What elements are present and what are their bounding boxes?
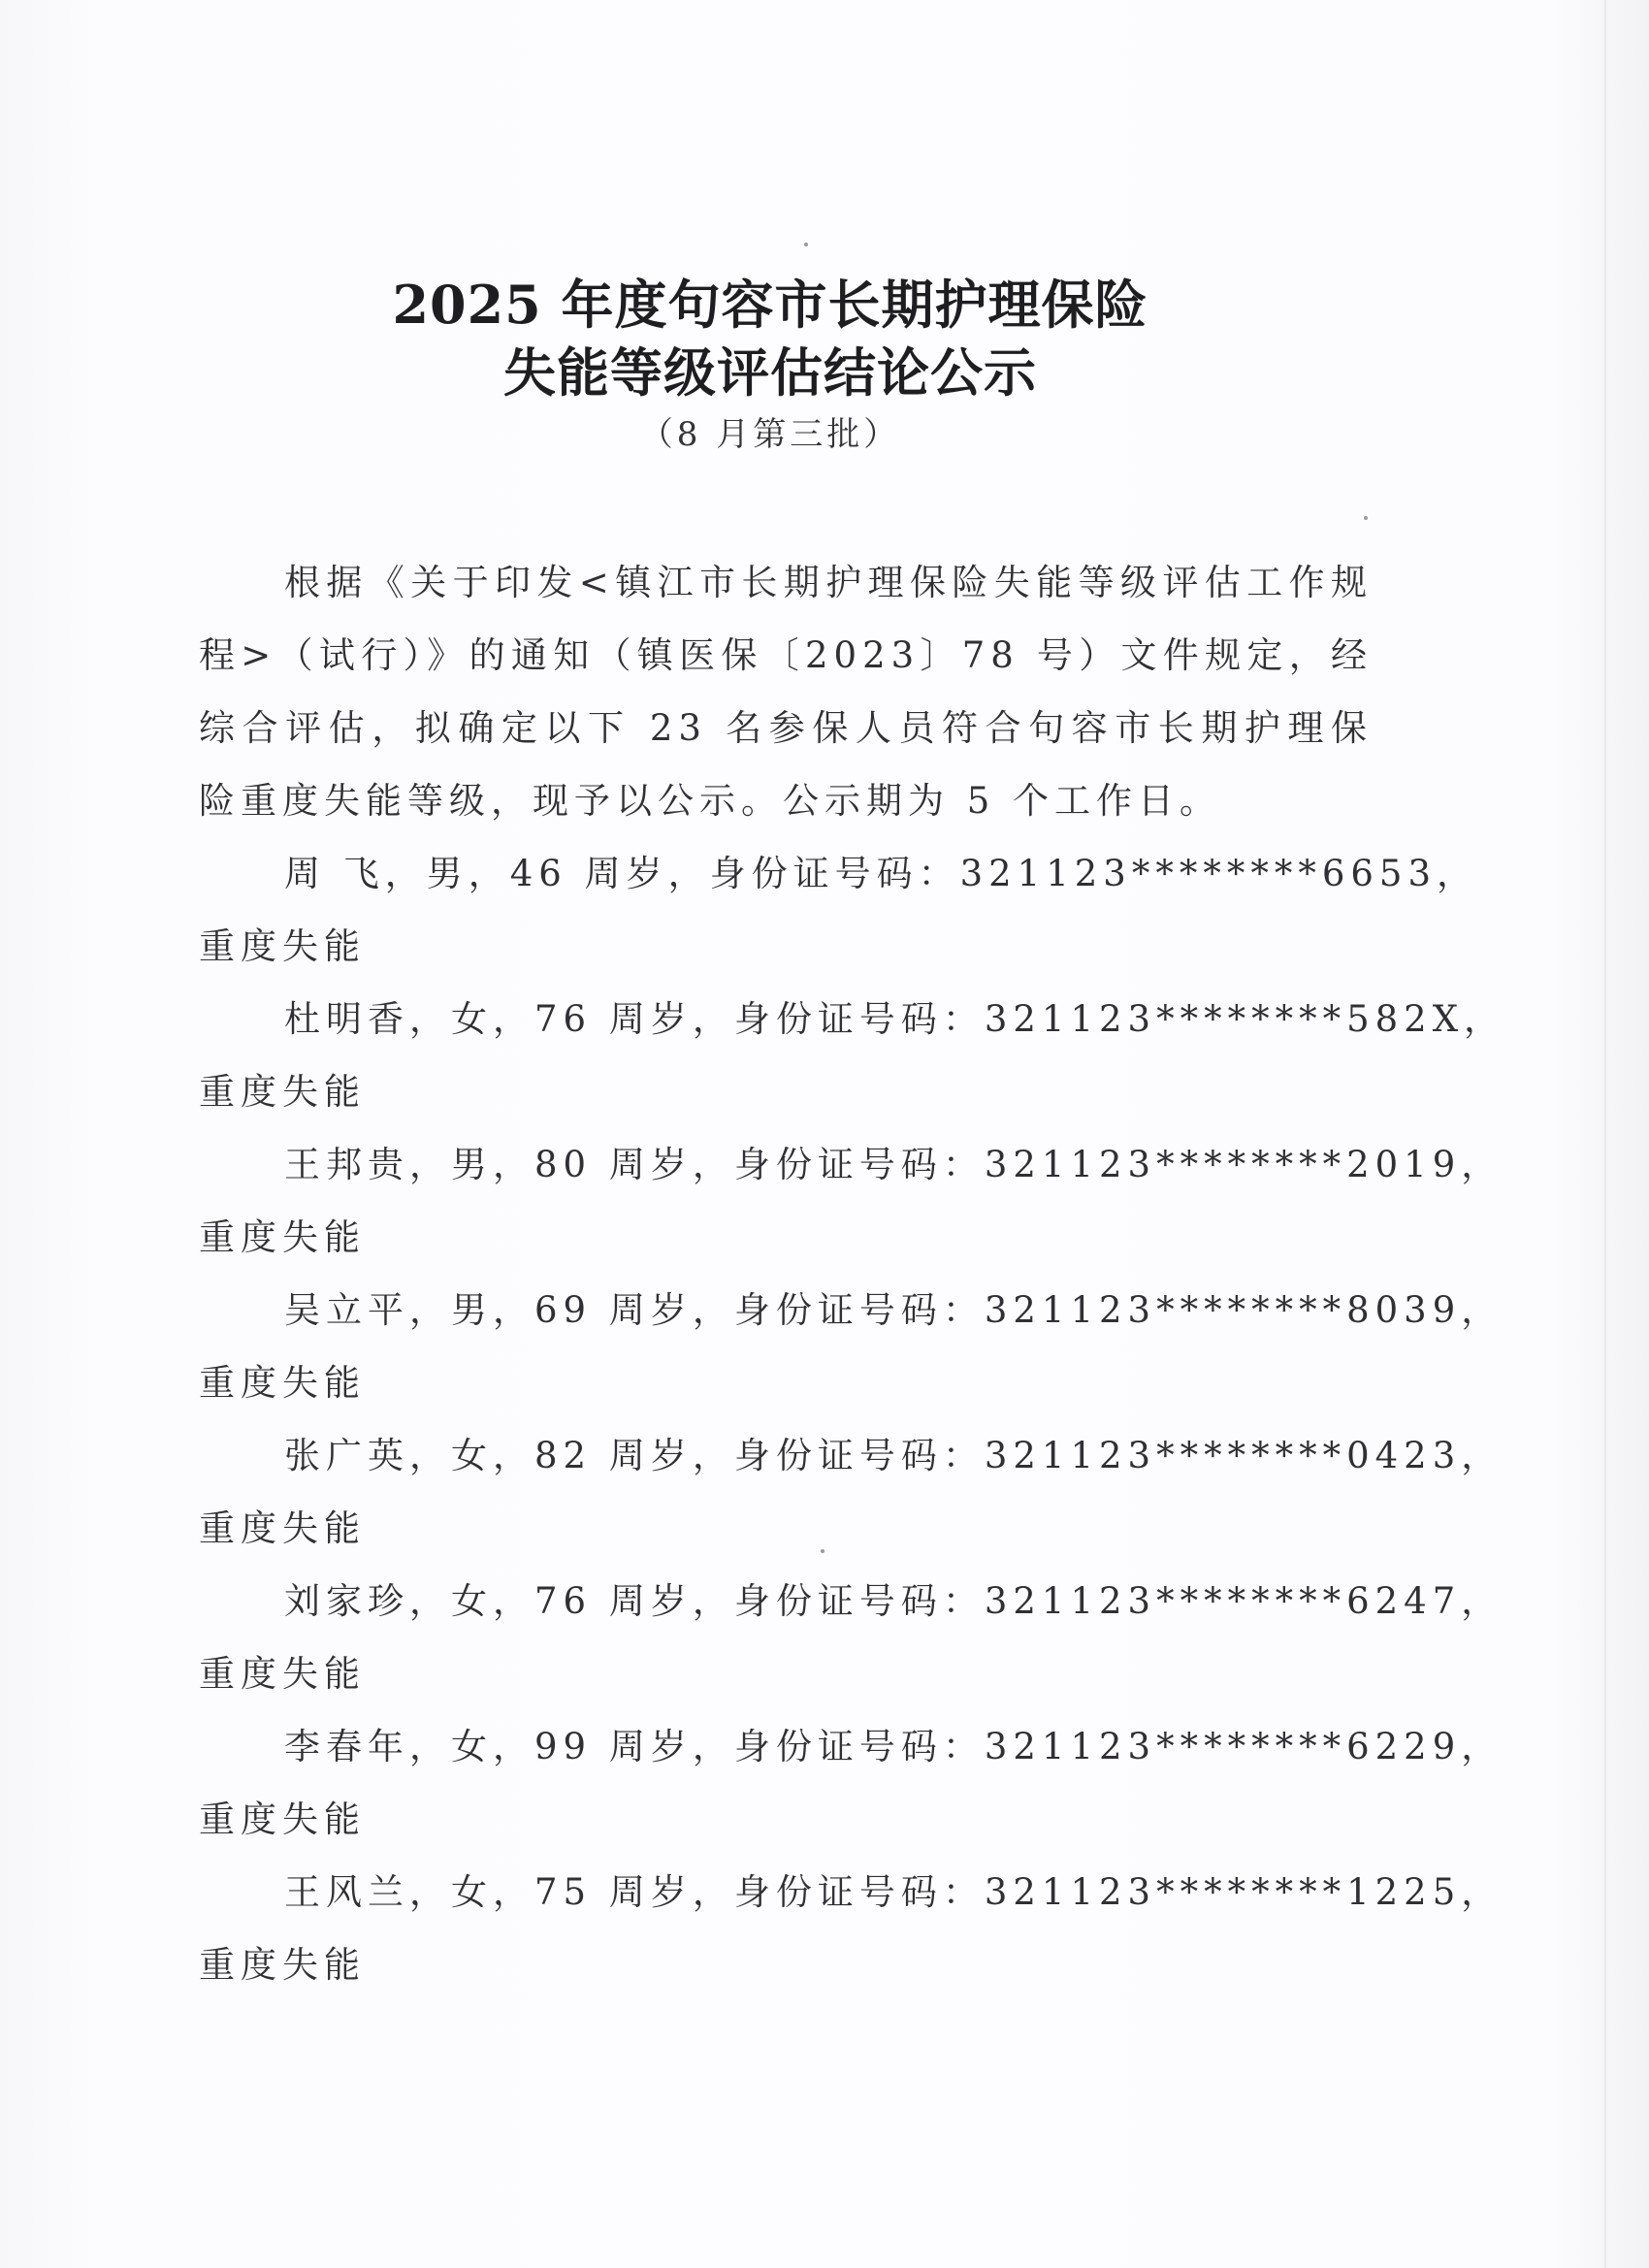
scan-speck bbox=[804, 243, 808, 246]
entry-info: 刘家珍，女，76 周岁，身份证号码：321123********6247， bbox=[284, 1580, 1504, 1622]
entry-info: 杜明香，女，76 周岁，身份证号码：321123********582X， bbox=[284, 998, 1506, 1040]
list-item bbox=[199, 1419, 1504, 1565]
entry-info: 王邦贵，男，80 周岁，身份证号码：321123********2019， bbox=[284, 1144, 1504, 1185]
entry-info: 周 飞，男，46 周岁，身份证号码：321123********6653， bbox=[284, 853, 1479, 894]
entry-level: 重度失能 bbox=[199, 1507, 366, 1549]
list-item bbox=[199, 983, 1506, 1128]
document-title-line1: 2025 年度句容市长期护理保险 bbox=[392, 274, 1148, 336]
scan-edge-line bbox=[1604, 0, 1606, 2268]
entries-list bbox=[199, 837, 1506, 2001]
list-item bbox=[199, 1274, 1504, 1419]
entry-info: 吴立平，男，69 周岁，身份证号码：321123********8039， bbox=[284, 1289, 1504, 1331]
entry-info: 王风兰，女，75 周岁，身份证号码：321123********1225， bbox=[284, 1871, 1504, 1913]
document-subtitle: （8 月第三批） bbox=[639, 415, 901, 454]
intro-section bbox=[199, 546, 1373, 837]
list-item bbox=[199, 837, 1479, 983]
entry-info: 张广英，女，82 周岁，身份证号码：321123********0423， bbox=[284, 1435, 1504, 1476]
entry-level: 重度失能 bbox=[199, 1071, 366, 1113]
list-item bbox=[199, 1710, 1504, 1856]
entry-level: 重度失能 bbox=[199, 1798, 366, 1840]
list-item bbox=[199, 1128, 1504, 1274]
entry-level: 重度失能 bbox=[199, 1944, 366, 1986]
list-item bbox=[199, 1856, 1504, 2001]
document-title-line2: 失能等级评估结论公示 bbox=[503, 341, 1037, 404]
entry-level: 重度失能 bbox=[199, 1653, 366, 1695]
intro-paragraph: 根据《关于印发<镇江市长期护理保险失能等级评估工作规程>（试行）》的通知（镇医保〔2023〕78 号）文件规定，经综合评估，拟确定以下 23 名参保人员符合句容市长期护理保险重度失能等级，现予以公示。公示期为 5 个工作日。 bbox=[199, 562, 1373, 822]
entry-level: 重度失能 bbox=[199, 1216, 366, 1258]
entry-info: 李春年，女，99 周岁，身份证号码：321123********6229， bbox=[284, 1726, 1504, 1767]
entry-level: 重度失能 bbox=[199, 925, 366, 967]
list-item bbox=[199, 1565, 1504, 1710]
scan-speck bbox=[1364, 516, 1368, 520]
entry-level: 重度失能 bbox=[199, 1362, 366, 1404]
